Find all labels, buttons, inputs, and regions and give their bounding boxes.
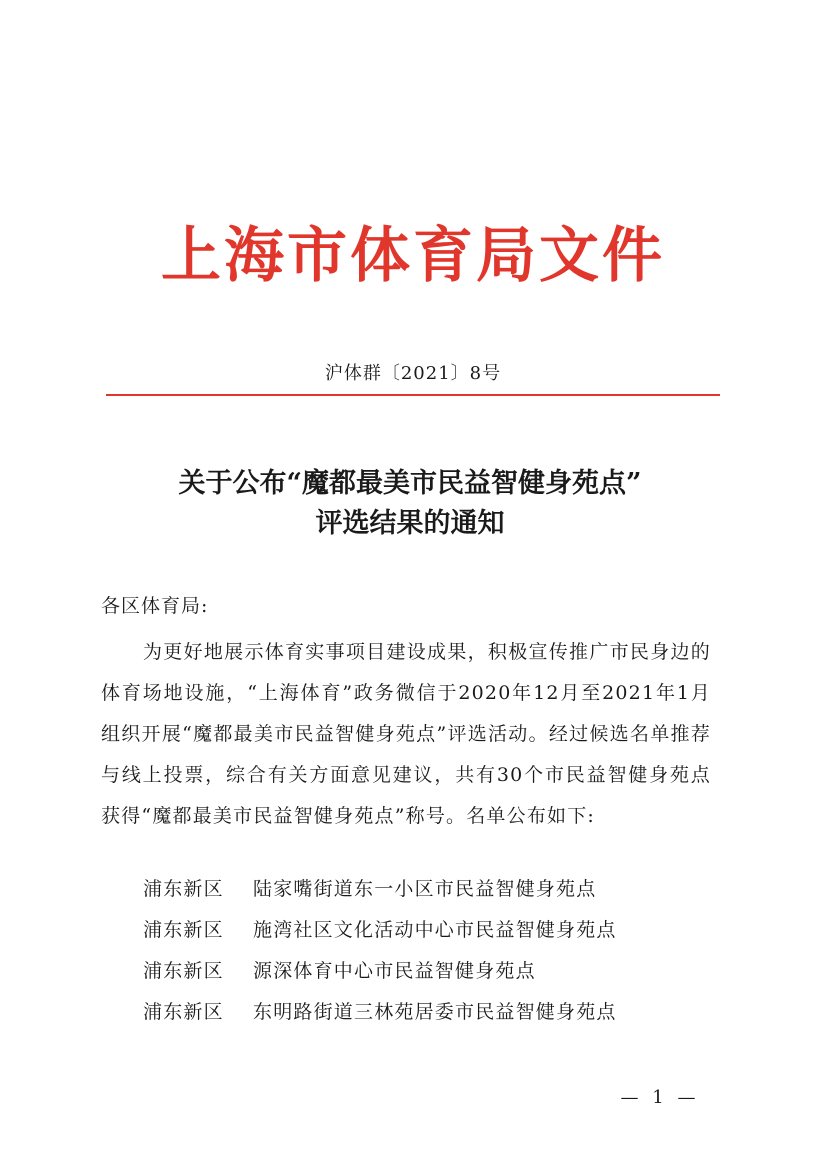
- document-number: 沪体群〔2021〕8号: [324, 363, 502, 384]
- list-item-district: 浦东新区: [143, 960, 224, 982]
- list-item: [143, 910, 723, 951]
- list-item-name: 陆家嘴街道东一小区市民益智健身苑点: [253, 878, 597, 900]
- list-item-district: 浦东新区: [143, 878, 224, 900]
- list-item-district: 浦东新区: [143, 1001, 224, 1023]
- list-item-name: 源深体育中心市民益智健身苑点: [253, 960, 536, 982]
- notice-title-line-2: 评选结果的通知: [315, 508, 505, 539]
- list-item-name: 东明路街道三林苑居委市民益智健身苑点: [253, 1001, 617, 1023]
- document-masthead: 上海市体育局文件: [161, 221, 665, 291]
- salutation: 各区体育局:: [101, 595, 209, 617]
- list-item-name: 施湾社区文化活动中心市民益智健身苑点: [253, 919, 617, 941]
- page-number: — 1 —: [620, 1087, 700, 1108]
- body-paragraph: 为更好地展示体育实事项目建设成果，积极宣传推广市民身边的体育场地设施，“上海体育”政务微信于2020年12月至2021年1月组织开展“魔都最美市民益智健身苑点”评选活动。经过候选名单推荐与线上投票，综合有关方面意见建议，共有30个市民益智健身苑点获得“魔都最美市民益智健身苑点”称号。名单公布如下:: [101, 641, 711, 827]
- notice-title: [100, 464, 720, 544]
- list-item: [143, 951, 723, 992]
- list-item: [143, 869, 723, 910]
- list-item: [143, 992, 723, 1033]
- red-divider-line: [106, 394, 720, 396]
- notice-title-line-1: 关于公布“魔都最美市民益智健身苑点”: [178, 468, 642, 499]
- winners-list: [143, 869, 723, 1033]
- list-item-district: 浦东新区: [143, 919, 224, 941]
